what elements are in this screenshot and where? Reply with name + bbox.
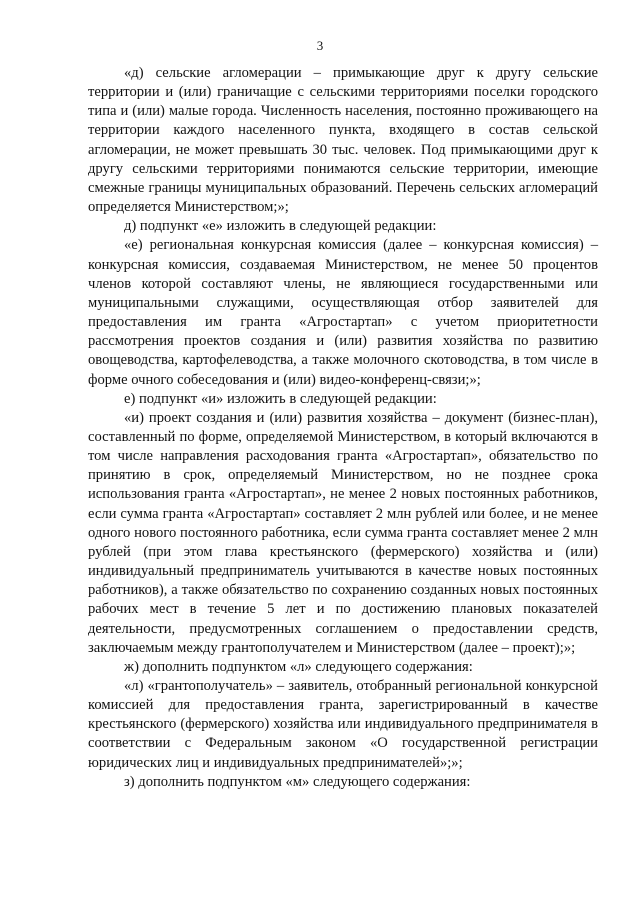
paragraph-instruction-d: д) подпункт «е» изложить в следующей редакции: [124, 218, 437, 235]
paragraph-definition-e: «е) региональная конкурсная комиссия (далее – конкурсная комиссия) – конкурсная комиссия, создаваемая Министерством, не менее 50 процентов членов которой составляют члены, не являющиеся государственными или муниципальными служащими, осуществляющая отбор заявителей для предоставления им гранта «Агростартап» с учетом приоритетности рассмотрения проектов создания и (или) развития хозяйства по развитию овощеводства, картофелеводства, а также молочного скотоводства, в том числе в форме очного собеседования и (или) видео-конференц-связи;»; [88, 237, 598, 388]
paragraph-instruction-e: е) подпункт «и» изложить в следующей редакции: [124, 390, 437, 407]
paragraph-instruction-zh: ж) дополнить подпунктом «л» следующего содержания: [124, 658, 473, 675]
page-number: 3 [316, 38, 324, 53]
paragraph-instruction-z: з) дополнить подпунктом «м» следующего содержания: [124, 773, 471, 790]
paragraph-definition-i: «и) проект создания и (или) развития хозяйства – документ (бизнес-план), составленный по форме, определяемой Министерством, в который включаются в том числе направления расходования гранта «Агростартап», обязательство по принятию в срок, определяемый Министерством, но не позднее срока использования гранта «Агростартап», не менее 2 новых постоянных работников, если сумма гранта «Агростартап» составляет 2 млн рублей или более, и не менее одного нового постоянного работника, если сумма гранта составляет менее 2 млн рублей (при этом глава крестьянского (фермерского) хозяйства и (или) индивидуальный предприниматель учитываются в качестве новых постоянных работников), а также обязательство по сохранению созданных новых постоянных рабочих мест в течение 5 лет и по достижению плановых показателей деятельности, предусмотренных соглашением о предоставлении средств, заключаемым между грантополучателем и Министерством (далее – проект);»; [88, 409, 598, 656]
paragraph-definition-d: «д) сельские агломерации – примыкающие друг к другу сельские территории и (или) граничащие с сельскими территориями поселки городского типа и (или) малые города. Численность населения, постоянно проживающего на территории каждого населенного пункта, входящего в состав сельской агломерации, не может превышать 30 тыс. человек. Под примыкающими друг к другу сельскими территориями понимаются сельские территории, имеющие смежные границы муниципальных образований. Перечень сельских агломераций определяется Министерством;»; [88, 65, 598, 216]
paragraph-definition-l: «л) «грантополучатель» – заявитель, отобранный региональной конкурсной комиссией для предоставления гранта, зарегистрированный в качестве крестьянского (фермерского) хозяйства или индивидуального предпринимателя в соответствии с Федеральным законом «О государственной регистрации юридических лиц и индивидуальных предпринимателей»;»; [88, 678, 598, 771]
document-body [88, 64, 598, 792]
